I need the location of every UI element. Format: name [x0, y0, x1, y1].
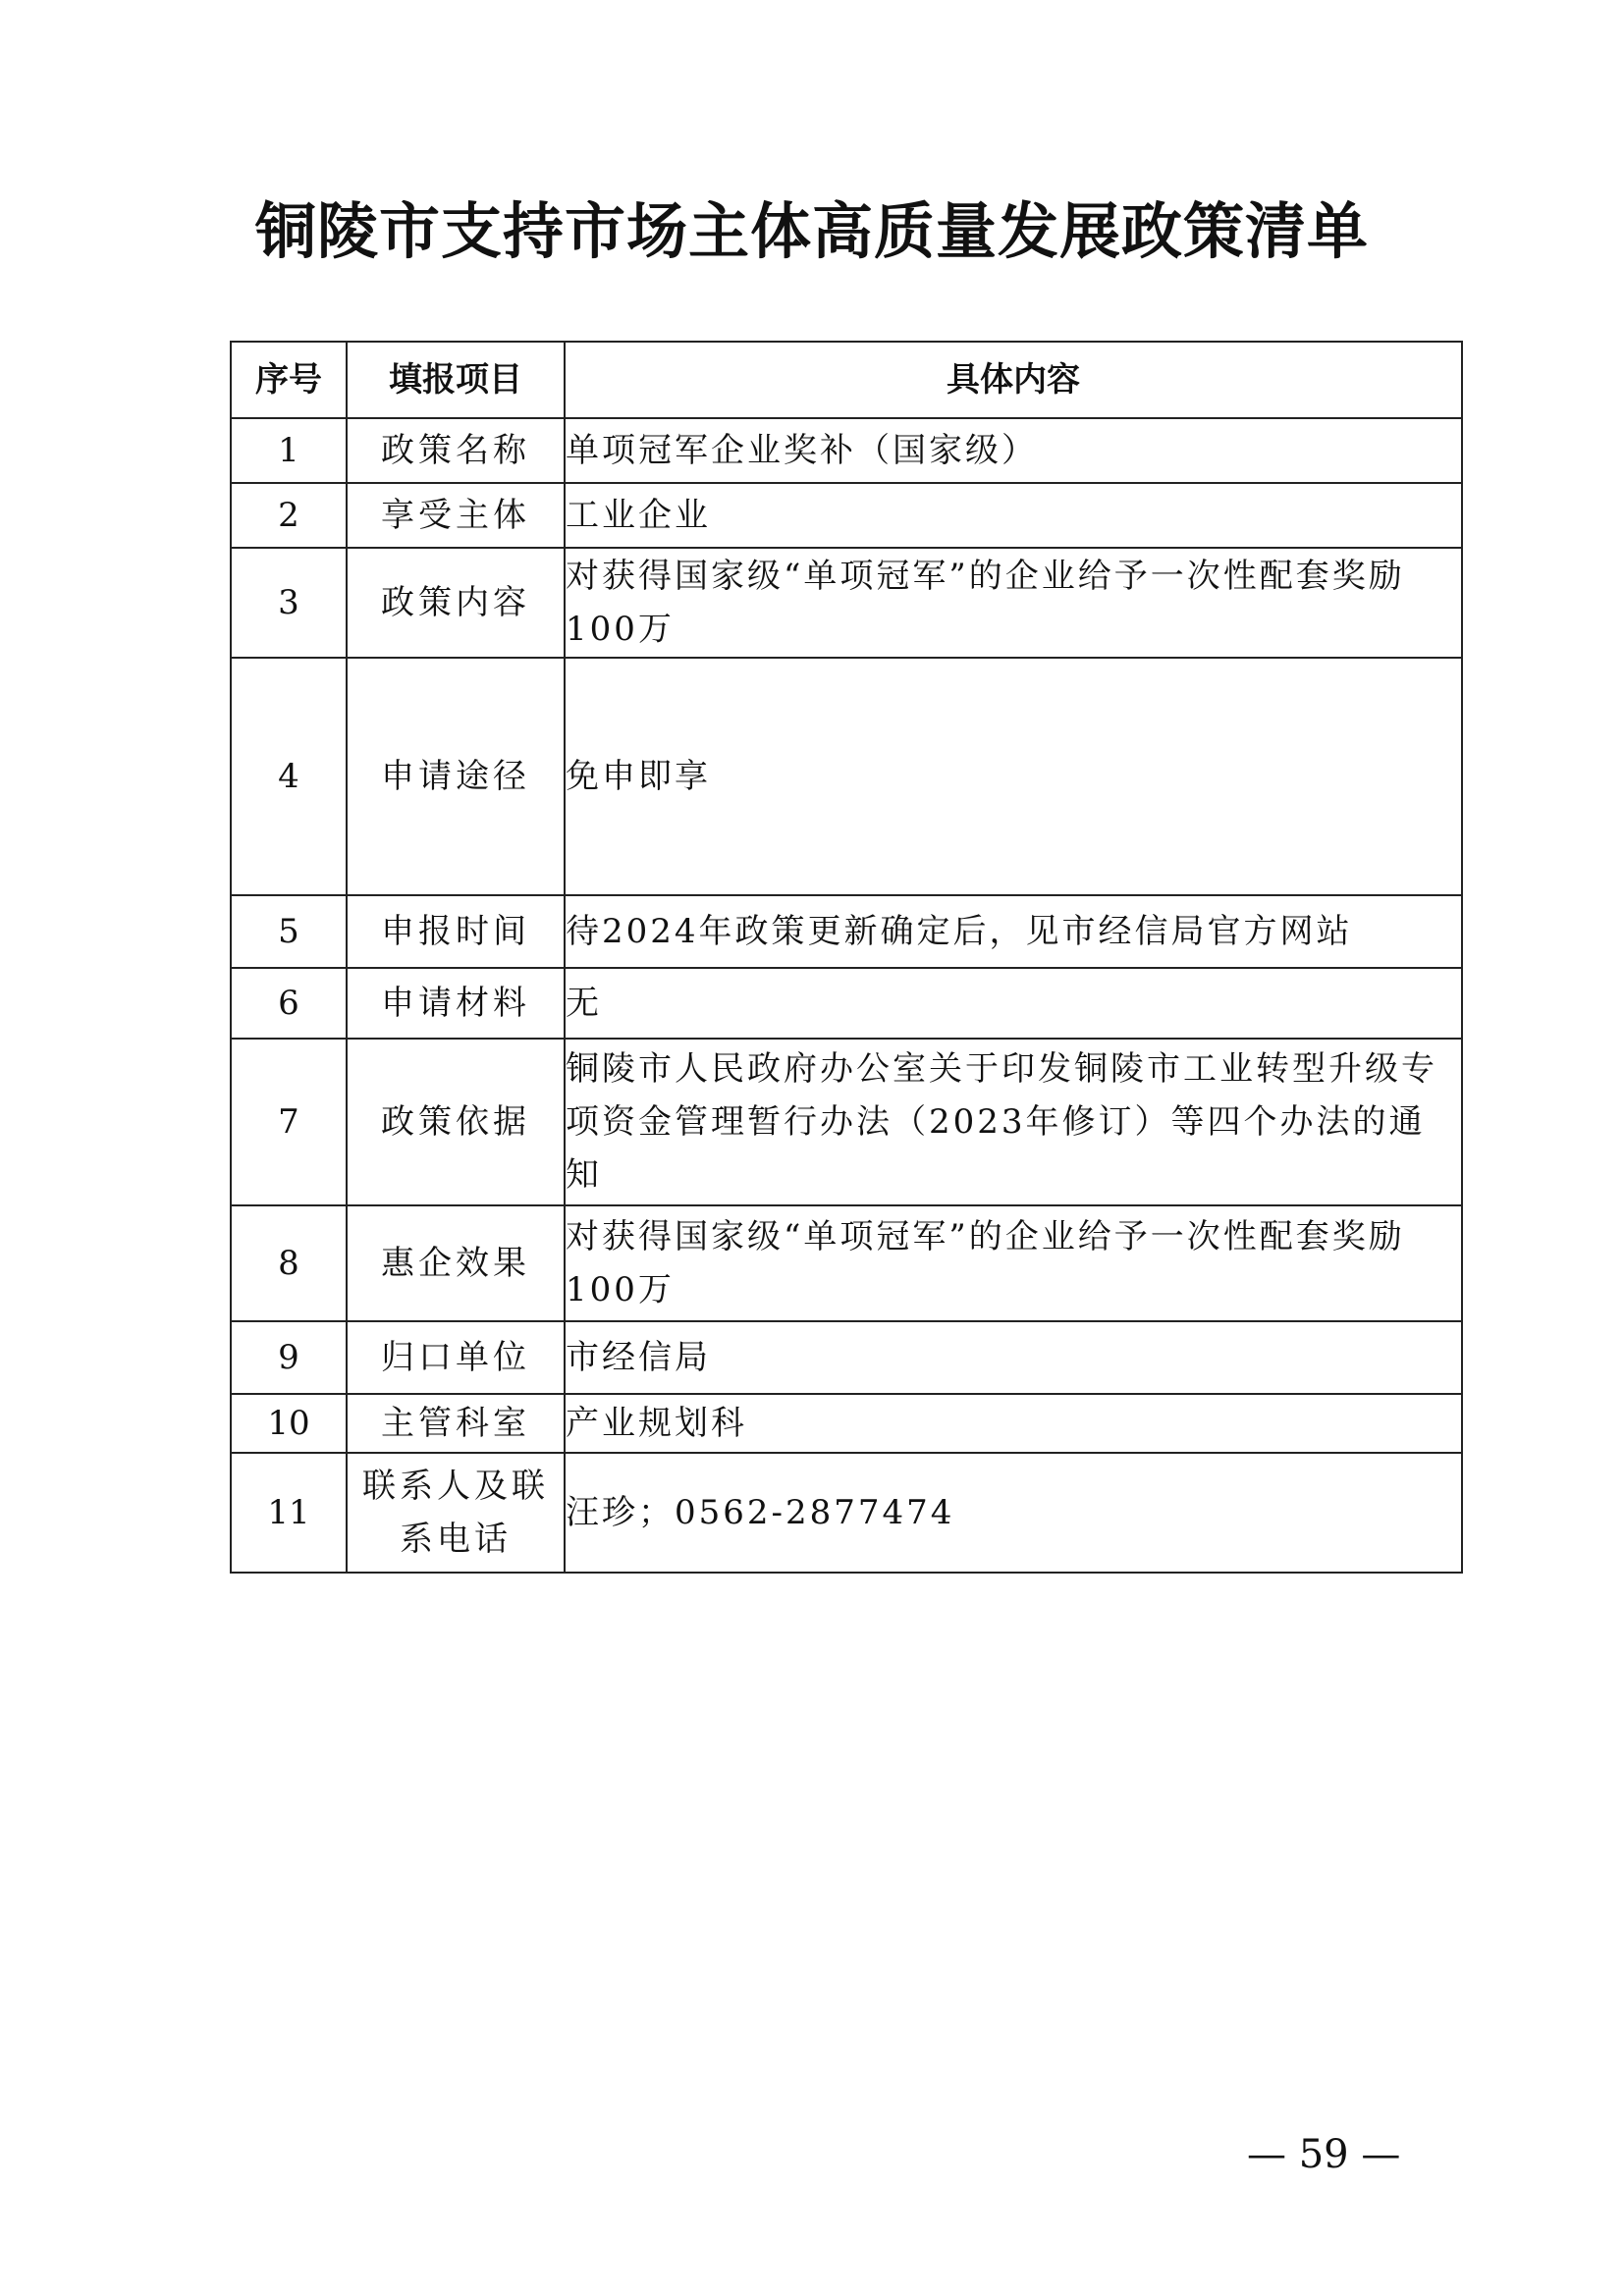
row-item: 惠企效果 [347, 1205, 565, 1321]
row-content: 无 [565, 968, 1462, 1039]
row-item: 归口单位 [347, 1321, 565, 1394]
row-content: 免申即享 [565, 658, 1462, 895]
row-number: 2 [231, 483, 347, 548]
row-content: 汪珍；0562-2877474 [565, 1453, 1462, 1573]
row-content: 铜陵市人民政府办公室关于印发铜陵市工业转型升级专项资金管理暂行办法（2023年修订）等四个办法的通知 [565, 1039, 1462, 1205]
row-number: 6 [231, 968, 347, 1039]
header-content: 具体内容 [565, 342, 1462, 418]
row-item: 政策名称 [347, 418, 565, 483]
row-number: 5 [231, 895, 347, 968]
row-number: 1 [231, 418, 347, 483]
table-row [231, 895, 1462, 968]
row-item: 申请途径 [347, 658, 565, 895]
row-number: 7 [231, 1039, 347, 1205]
row-number: 10 [231, 1394, 347, 1453]
policy-table [230, 341, 1463, 1574]
row-item: 主管科室 [347, 1394, 565, 1453]
row-number: 3 [231, 548, 347, 658]
table-row [231, 1205, 1462, 1321]
row-content: 产业规划科 [565, 1394, 1462, 1453]
row-content: 对获得国家级“单项冠军”的企业给予一次性配套奖励100万 [565, 548, 1462, 658]
row-content: 市经信局 [565, 1321, 1462, 1394]
row-content: 单项冠军企业奖补（国家级） [565, 418, 1462, 483]
row-content: 工业企业 [565, 483, 1462, 548]
row-item: 政策内容 [347, 548, 565, 658]
header-item: 填报项目 [347, 342, 565, 418]
table-row [231, 1039, 1462, 1205]
table-row [231, 418, 1462, 483]
row-content: 对获得国家级“单项冠军”的企业给予一次性配套奖励100万 [565, 1205, 1462, 1321]
row-item: 享受主体 [347, 483, 565, 548]
table-row [231, 1453, 1462, 1573]
page-number: — 59 — [1247, 2132, 1401, 2177]
row-item: 申请材料 [347, 968, 565, 1039]
row-item: 政策依据 [347, 1039, 565, 1205]
table-row [231, 1321, 1462, 1394]
page-title: 铜陵市支持市场主体高质量发展政策清单 [254, 195, 1369, 267]
row-item: 联系人及联系电话 [347, 1453, 565, 1573]
row-number: 11 [231, 1453, 347, 1573]
table-row [231, 548, 1462, 658]
table-row [231, 483, 1462, 548]
table-row [231, 1394, 1462, 1453]
row-item: 申报时间 [347, 895, 565, 968]
row-number: 4 [231, 658, 347, 895]
row-number: 8 [231, 1205, 347, 1321]
row-number: 9 [231, 1321, 347, 1394]
table-row [231, 968, 1462, 1039]
table-row [231, 658, 1462, 895]
row-content: 待2024年政策更新确定后，见市经信局官方网站 [565, 895, 1462, 968]
header-serial-number: 序号 [231, 342, 347, 418]
table-header-row [231, 342, 1462, 418]
